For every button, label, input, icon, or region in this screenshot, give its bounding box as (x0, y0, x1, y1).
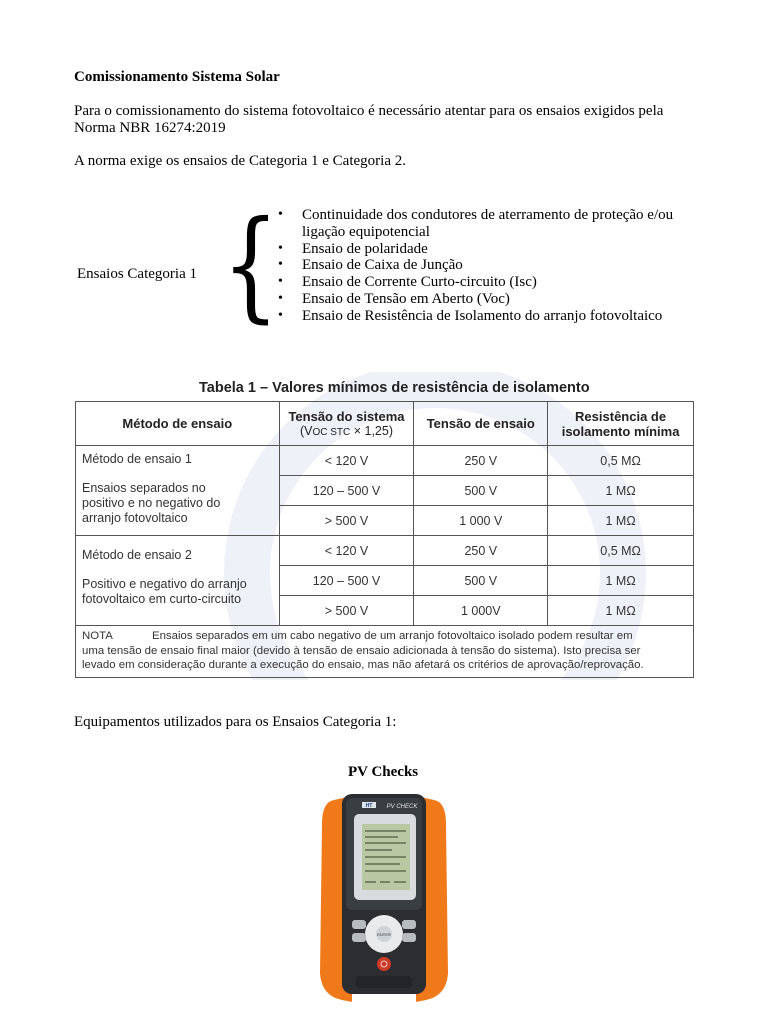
function-key-2 (352, 933, 366, 942)
test-voltage-cell: 500 V (414, 566, 548, 596)
note-line-1 (82, 629, 687, 644)
device-brand: HT (365, 803, 373, 809)
device-bottom-panel (356, 976, 412, 988)
insulation-table-figure (74, 372, 696, 680)
formula-open: (V (299, 424, 313, 438)
test-item: • Ensaio de Tensão em Aberto (Voc) (276, 291, 673, 308)
table-row (76, 536, 694, 566)
insulation-resistance-table (75, 401, 694, 678)
resistance-cell: 1 MΩ (548, 506, 694, 536)
test-voltage-cell: 250 V (414, 446, 548, 476)
system-voltage-cell: > 500 V (279, 596, 414, 626)
test-voltage-cell: 250 V (414, 536, 548, 566)
power-button (377, 957, 391, 971)
method-desc: Ensaios separados no (82, 481, 206, 495)
method-desc: Positivo e negativo do arranjo (82, 577, 247, 591)
enter-label: ENTER (377, 932, 391, 937)
header-system-voltage-label: Tensão do sistema (288, 409, 405, 424)
resistance-cell: 1 MΩ (548, 596, 694, 626)
function-key-4 (402, 933, 416, 942)
header-resistance-line1: Resistência de (575, 408, 667, 424)
resistance-cell: 1 MΩ (548, 476, 694, 506)
header-test-voltage: Tensão de ensaio (414, 402, 548, 446)
method-desc: positivo e no negativo do (82, 496, 221, 510)
test-item: • Ensaio de polaridade (276, 241, 673, 258)
test-item: • Ensaio de Corrente Curto-circuito (Isc) (276, 274, 673, 291)
formula-subscript: OC STC (312, 427, 351, 438)
method-name: Método de ensaio 1 (82, 452, 192, 466)
header-system-voltage (279, 402, 414, 446)
system-voltage-cell: 120 – 500 V (279, 476, 414, 506)
intro-line-1: Para o comissionamento do sistema fotovoltaico é necessário atentar para os ensaios exigidos pela (74, 103, 664, 119)
method-desc: fotovoltaico em curto-circuito (82, 592, 242, 606)
header-method: Método de ensaio (76, 402, 280, 446)
test-item: • Ensaio de Caixa de Junção (276, 257, 673, 274)
resistance-cell: 1 MΩ (548, 566, 694, 596)
test-item-continuation: ligação equipotencial (302, 223, 430, 240)
table-note (76, 626, 694, 678)
function-key-1 (352, 920, 366, 929)
test-voltage-cell: 500 V (414, 476, 548, 506)
note-line-3: levado em consideração durante a execução do ensaio, mas não afetará os critérios de aprovação/reprovação. (82, 659, 644, 671)
resistance-cell: 0,5 MΩ (548, 446, 694, 476)
document-title: Comissionamento Sistema Solar (74, 69, 280, 85)
requirement-text: A norma exige os ensaios de Categoria 1 e Categoria 2. (74, 153, 406, 169)
test-voltage-cell: 1 000V (414, 596, 548, 626)
table-row (76, 446, 694, 476)
table-header-row (76, 402, 694, 446)
system-voltage-cell: < 120 V (279, 536, 414, 566)
test-item: • Ensaio de Resistência de Isolamento do arranjo fotovoltaico (276, 308, 673, 325)
device-model: PV CHECK (386, 804, 418, 810)
method-cell (76, 446, 280, 536)
table-note-row (76, 626, 694, 678)
header-system-voltage-formula (286, 424, 408, 438)
intro-line-2: Norma NBR 16274:2019 (74, 120, 226, 136)
method-cell (76, 536, 280, 626)
method-desc: arranjo fotovoltaico (82, 511, 188, 525)
equipment-heading: Equipamentos utilizados para os Ensaios Categoria 1: (74, 714, 397, 730)
category-1-label: Ensaios Categoria 1 (77, 266, 197, 282)
note-label: NOTA (82, 630, 113, 642)
category-1-test-list (276, 207, 673, 325)
system-voltage-cell: 120 – 500 V (279, 566, 414, 596)
system-voltage-cell: < 120 V (279, 446, 414, 476)
method-name: Método de ensaio 2 (82, 548, 192, 562)
test-voltage-cell: 1 000 V (414, 506, 548, 536)
header-resistance (548, 402, 694, 446)
resistance-cell: 0,5 MΩ (548, 536, 694, 566)
note-text: Ensaios separados em um cabo negativo de um arranjo fotovoltaico isolado podem resultar em (152, 630, 633, 642)
pv-check-device-image (316, 784, 452, 1008)
function-key-3 (402, 920, 416, 929)
curly-brace: { (222, 196, 280, 335)
formula-close: × 1,25) (350, 424, 394, 438)
header-resistance-line2: isolamento mínima (561, 423, 680, 439)
equipment-name: PV Checks (348, 764, 419, 780)
table-title: Tabela 1 – Valores mínimos de resistência de isolamento (199, 380, 590, 396)
note-line-2: uma tensão de ensaio final maior (devido à tensão de ensaio adicionada à tensão do sistema). Isto precisa ser (82, 644, 641, 657)
test-item: • Continuidade dos condutores de aterramento de proteção e/ou (276, 207, 673, 224)
system-voltage-cell: > 500 V (279, 506, 414, 536)
